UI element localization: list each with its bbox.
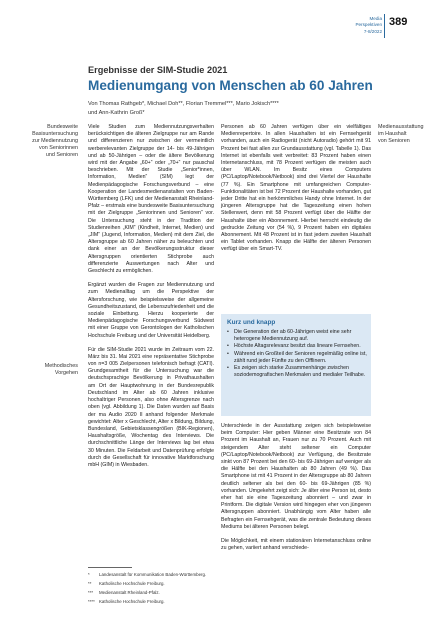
body-column-right <box>221 124 371 261</box>
journal-issue: 7-8/2022 <box>363 28 382 34</box>
summary-item: • Höchste Altagsrelevanz besitzt das lineare Fernsehen. <box>227 343 367 350</box>
footnote <box>88 580 228 588</box>
journal-name <box>322 16 382 35</box>
article-title: Medienumgang von Menschen ab 60 Jahren <box>88 78 373 93</box>
margin-note-line: im Haushalt <box>378 130 407 137</box>
footnote <box>88 589 228 597</box>
footnote-text: Landesanstalt für Kommunikation Baden-Württemberg. <box>99 572 207 577</box>
paragraph: Ergänzt wurden die Fragen zur Mediennutzung und zum Medienalltag um die Perspektive der Altersforschung, wie beispielsweise der allgemeine Gesundheitszustand, die Lebenszufriedenheit und die soziale Einbettung. Hierzu kooperierte der Medienpädagogische Forschungsverbund Südwest mit einer Gruppe von Gerontologen der Katholischen Hochschule Freiburg und der Universität Heidelberg. <box>88 282 214 339</box>
journal-line: Perspektiven <box>355 22 382 28</box>
summary-item: • Es zeigen sich starke Zusammenhänge zwischen soziodemografischen Merkmalen und medialer Teilhabe. <box>227 365 367 379</box>
paragraph: Viele Studien zum Mediennutzungsverhalten berücksichtigen die älteren Zielgruppe nur am Rande und differenzieren nur zwischen der vermeintlich werberelevanten Zielgruppe der 14- bis 49-Jährigen und ab 50-Jährigen – oder die ältere Bevölkerung wird mit der Angabe „60+“ oder „70+“ nur pauschal beschrieben. Mit der Studie „Senior*innen, Information, Medien“ (SIM) legt der Medienpädagogische Forschungsverbund – eine Kooperation der Landesmedienanstalten von Baden-Württemberg (LFK) und der Medienanstalt Rheinland-Pfalz – erstmals eine bundesweite Basisuntersuchung mit der Zielgruppe „Seniorinnen und Senioren“ vor. Die Untersuchung steht in der Tradition der Studienreihen „KIM“ (Kindheit, Internet, Medien) und „JIM“ (Jugend, Information, Medien) mit dem Ziel, die Altersgruppe ab 60 Jahren näher zu beleuchten und dank einer an der Bevölkerungsstruktur dieser Altersgruppen orientierten Stichprobe auch differenzierte Auswertungen nach Alter und Geschlecht zu ermöglichen. <box>88 124 214 275</box>
paragraph: Für die SIM-Studie 2021 wurde im Zeitraum vom 22. März bis 31. Mai 2021 eine repräsentative Stichprobe von n=3 005 Zielpersonen telefonisch befragt (CATI). Grundgesamtheit für die Untersuchung war die deutschsprachige Bevölkerung in Privathaushalten am Ort der Hauptwohnung in der Bundesrepublik Deutschland im Alter ab 60 Jahren inklusive hochaltriger Personen, also ohne Altersgrenze nach oben (vgl. Abbildung 1). Die Daten wurden auf Basis der ma Audio 2020 II anhand folgender Merkmale gewichtet: Alter x Geschlecht, Alter x Bildung, Bildung, Bundesland, Gebietsklassengrößen (BIK-Regionen), Haushaltsgröße, Wochentag des Interviews. Die durchschnittliche Länge der Interviews lag bei etwa 30 Minuten. Die Feldarbeit und Datenprüfung erfolgte durch die Gesellschaft für innovative Marktforschung mbH (GIM) in Wiesbaden. <box>88 346 214 468</box>
paragraph: Unterschiede in der Ausstattung zeigen sich beispielsweise beim Computer: Hier geben Männer eine Besitzrate von 84 Prozent im Haushalt an, Frauen nur zu 70 Prozent. Auch mit steigendem Alter steht seltener ein Computer (PC/Laptop/Notebook/Netbook) zur Verfügung, die Besitzrate sinkt von 87 Prozent bei den 60- bis 69-Jährigen auf weniger als die Hälfte bei den Haushalten ab 80 Jahren (49 %). Das Smartphone ist mit 41 Prozent in der Altersgruppe ab 80 Jahren deutlich seltener als bei den 60- bis 69-Jährigen (85 %) vorhanden. Umgekehrt zeigt sich: Je älter eine Person ist, desto eher hat sie eine Tageszeitung abonniert – und zwar in Printform. Die digitale Version wird hingegen eher von jüngeren Altersgruppen abonniert. Unabhängig vom Alter haben alle Befragten ein Fernsehgerät, was die zentrale Bedeutung dieses Mediums bei älteren Personen belegt. <box>221 423 371 530</box>
margin-note-basisuntersuchung <box>8 124 78 159</box>
footnote <box>88 598 228 606</box>
summary-box-heading: Kurz und knapp <box>227 319 276 326</box>
margin-note-line: von Seniorinnen <box>39 144 78 151</box>
footnote <box>88 571 228 579</box>
margin-note-line: Bundesweite <box>47 124 78 130</box>
paragraph: Die Möglichkeit, mit einem stationären Internetanschluss online zu gehen, variiert anhand verschiede- <box>221 537 371 552</box>
footnote-text: Katholische Hochschule Freiburg. <box>99 581 165 586</box>
margin-note-line: Basisuntersuchung <box>32 130 78 137</box>
footnote-text: Medienanstalt Rheinland-Pfalz. <box>99 590 160 595</box>
header-divider <box>384 14 385 38</box>
footnote-divider <box>88 567 132 568</box>
summary-item: • Während ein Großteil der Senioren regelmäßig online ist, zählt rund jeder Fünfte zu den Offlinern. <box>227 351 367 365</box>
margin-note-line: Vorgehen <box>54 369 78 376</box>
body-column-right-continued <box>221 423 371 559</box>
footnote-mark: **** <box>88 599 95 604</box>
journal-line: Media <box>369 16 382 21</box>
body-column-left <box>88 124 214 476</box>
footnote-text: Katholische Hochschule Freiburg. <box>99 599 165 604</box>
page-number: 389 <box>389 16 408 28</box>
paragraph: Personen ab 60 Jahren verfügen über ein vielfältiges Medienrepertoire. In allen Haushalten ist ein Fernsehgerät vorhanden, auch ein Radiogerät (nicht Autoradio) gehört mit 91 Prozent bei fast allen zur Grundausstattung (vgl. Tabelle 1). Das Internet ist ebenfalls weit verbreitet: 83 Prozent haben einen Internetanschluss, mit 78 Prozent verfügen die meisten auch über WLAN. Im Besitz eines Computers (PC/Laptop/Notebook/Netbook) sind drei Viertel der Haushalte (77 %). Ein Smartphone mit umfangreichen Computer-Funktionalitäten ist bei 72 Prozent der Haushalte vorhanden, gut jeder Dritte hat ein herkömmliches Handy ohne Internet. In der jüngeren Altersgruppe hat die Tageszeitung einen hohen Stellenwert, denn mit 58 Prozent verfügt über die Hälfte der Haushalte über ein Abonnement. Hierbei herrscht eindeutig die gedruckte Zeitung vor (54 %), 9 Prozent haben ein digitales Abonnement. Mit 48 Prozent ist in fast jedem zweiten Haushalt ein Tablet vorhanden. Knapp die Hälfte der älteren Personen verfügt über ein Smart-TV. <box>221 124 371 253</box>
summary-item: • Die Generation der ab 60-Jährigen weist eine sehr heterogene Mediennutzung auf. <box>227 329 367 343</box>
margin-note-methodisches-vorgehen <box>8 363 78 377</box>
summary-box <box>221 314 371 416</box>
authors-line: und Ann-Kathrin Groß* <box>88 110 145 116</box>
margin-note-line: Methodisches <box>44 363 78 369</box>
article-series: Ergebnisse der SIM-Studie 2021 <box>88 65 228 75</box>
margin-note-medienausstattung <box>378 124 436 145</box>
footnote-mark: *** <box>88 590 94 595</box>
article-authors <box>88 100 378 118</box>
margin-note-line: zur Mediennutzung <box>32 137 78 144</box>
margin-note-line: und Senioren <box>45 151 78 158</box>
margin-note-line: von Senioren <box>378 137 410 144</box>
authors-line: Von Thomas Rathgeb*, Michael Doh**, Florian Tremmel***, Mario Jokisch**** <box>88 101 279 107</box>
footnote-mark: ** <box>88 581 92 586</box>
footnote-mark: * <box>88 572 90 577</box>
summary-list <box>227 329 367 380</box>
margin-note-line: Medienausstattung <box>378 124 424 130</box>
